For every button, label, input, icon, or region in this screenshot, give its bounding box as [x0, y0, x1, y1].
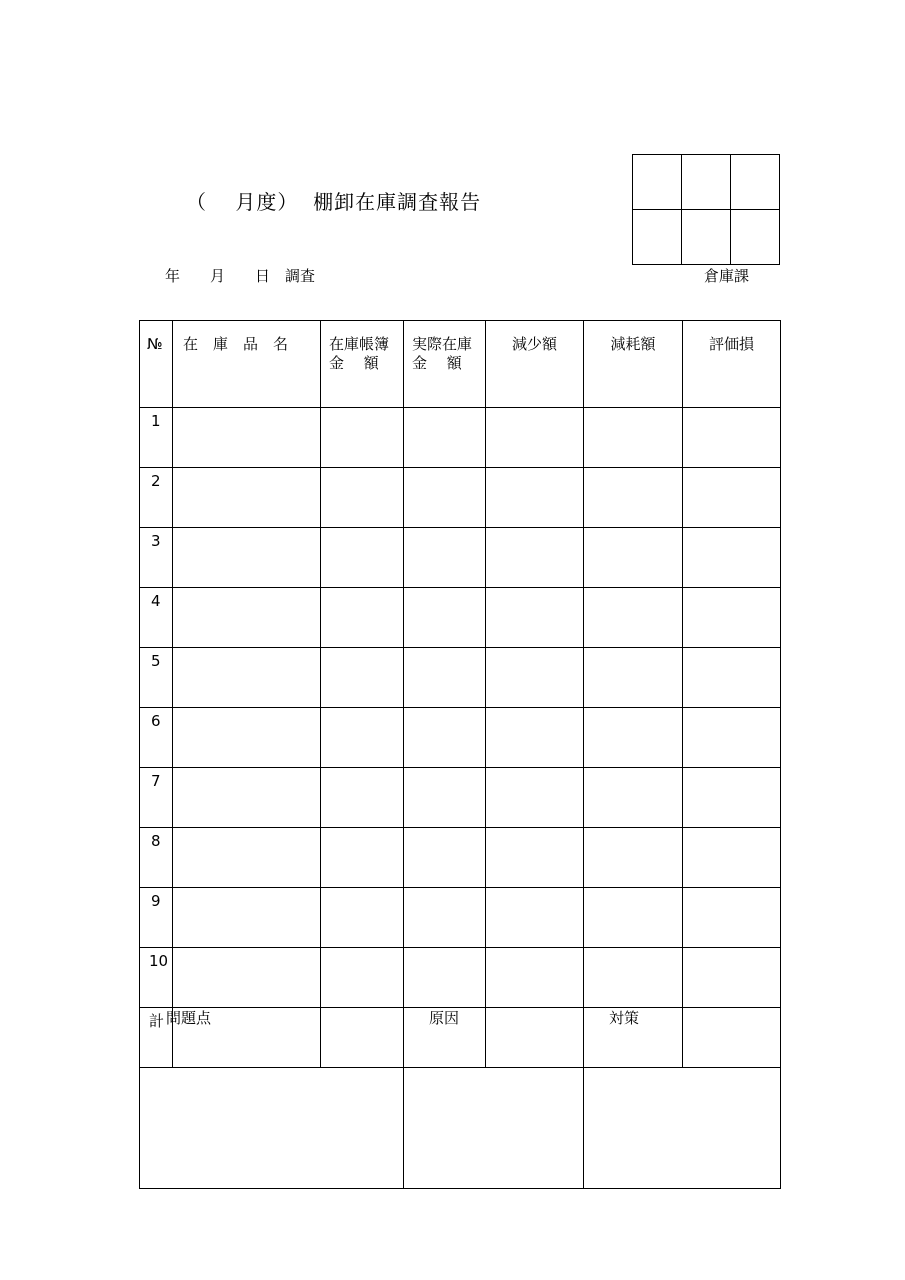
- decrease-cell[interactable]: [486, 468, 584, 528]
- book-amount-cell[interactable]: [321, 828, 404, 888]
- problems-box[interactable]: [140, 1005, 404, 1189]
- stamp-box[interactable]: [633, 155, 682, 210]
- book-amount-cell[interactable]: [321, 888, 404, 948]
- actual-amount-cell[interactable]: [404, 948, 486, 1008]
- item-name-cell[interactable]: [173, 708, 321, 768]
- stamp-box[interactable]: [731, 210, 780, 265]
- loss-cell[interactable]: [584, 528, 683, 588]
- document-title: （ 月度） 棚卸在庫調査報告: [186, 190, 482, 214]
- header-loss: 減耗額: [584, 321, 683, 408]
- header-actual-amount: 実際在庫 金 額: [404, 321, 486, 408]
- item-name-cell[interactable]: [173, 588, 321, 648]
- item-name-cell[interactable]: [173, 468, 321, 528]
- stamp-box[interactable]: [682, 210, 731, 265]
- item-name-cell[interactable]: [173, 648, 321, 708]
- total-label: 計: [140, 1008, 173, 1068]
- actual-amount-cell[interactable]: [404, 828, 486, 888]
- item-name-cell[interactable]: [173, 408, 321, 468]
- row-number: 6: [140, 708, 173, 768]
- problems-label: 問題点: [166, 1009, 212, 1027]
- decrease-cell[interactable]: [486, 708, 584, 768]
- item-name-cell[interactable]: [173, 828, 321, 888]
- table-row: [140, 408, 781, 468]
- book-amount-cell[interactable]: [321, 948, 404, 1008]
- loss-cell[interactable]: [584, 468, 683, 528]
- row-number: 9: [140, 888, 173, 948]
- cause-label: 原因: [429, 1009, 460, 1027]
- item-name-cell[interactable]: [173, 948, 321, 1008]
- actual-amount-cell[interactable]: [404, 768, 486, 828]
- row-number: 5: [140, 648, 173, 708]
- decrease-cell[interactable]: [486, 828, 584, 888]
- valuation-loss-cell[interactable]: [683, 648, 781, 708]
- actual-amount-cell[interactable]: [404, 648, 486, 708]
- loss-cell[interactable]: [584, 948, 683, 1008]
- book-amount-cell[interactable]: [321, 708, 404, 768]
- book-amount-cell[interactable]: [321, 528, 404, 588]
- item-name-cell[interactable]: [173, 528, 321, 588]
- actual-amount-cell[interactable]: [404, 708, 486, 768]
- table-row: [140, 648, 781, 708]
- valuation-loss-cell[interactable]: [683, 948, 781, 1008]
- book-amount-cell[interactable]: [321, 588, 404, 648]
- row-number: 7: [140, 768, 173, 828]
- book-amount-cell[interactable]: [321, 768, 404, 828]
- notes-section: [139, 1005, 781, 1189]
- valuation-loss-cell[interactable]: [683, 888, 781, 948]
- valuation-loss-cell[interactable]: [683, 468, 781, 528]
- loss-cell[interactable]: [584, 408, 683, 468]
- decrease-cell[interactable]: [486, 648, 584, 708]
- book-amount-cell[interactable]: [321, 468, 404, 528]
- survey-date-line[interactable]: 年 月 日 調査: [165, 267, 316, 285]
- measures-label: 対策: [609, 1009, 640, 1027]
- approval-stamp-boxes: [632, 154, 780, 265]
- table-row: [140, 828, 781, 888]
- actual-amount-cell[interactable]: [404, 588, 486, 648]
- decrease-cell[interactable]: [486, 408, 584, 468]
- loss-cell[interactable]: [584, 888, 683, 948]
- book-amount-cell[interactable]: [321, 408, 404, 468]
- row-number: 8: [140, 828, 173, 888]
- department-label: 倉庫課: [704, 267, 750, 285]
- row-number: 4: [140, 588, 173, 648]
- item-name-cell[interactable]: [173, 768, 321, 828]
- valuation-loss-cell[interactable]: [683, 528, 781, 588]
- loss-cell[interactable]: [584, 708, 683, 768]
- header-decrease: 減少額: [486, 321, 584, 408]
- row-number: 1: [140, 408, 173, 468]
- row-number: 2: [140, 468, 173, 528]
- row-number: 3: [140, 528, 173, 588]
- valuation-loss-cell[interactable]: [683, 408, 781, 468]
- table-row: [140, 948, 781, 1008]
- table-header-row: [140, 321, 781, 408]
- measures-box[interactable]: [584, 1005, 781, 1189]
- actual-amount-cell[interactable]: [404, 528, 486, 588]
- decrease-cell[interactable]: [486, 528, 584, 588]
- header-no: №: [140, 321, 173, 408]
- row-number: 10: [140, 948, 173, 1008]
- stamp-box[interactable]: [682, 155, 731, 210]
- decrease-cell[interactable]: [486, 588, 584, 648]
- table-row: [140, 768, 781, 828]
- table-row: [140, 468, 781, 528]
- table-row: [140, 708, 781, 768]
- book-amount-cell[interactable]: [321, 648, 404, 708]
- decrease-cell[interactable]: [486, 768, 584, 828]
- actual-amount-cell[interactable]: [404, 468, 486, 528]
- loss-cell[interactable]: [584, 648, 683, 708]
- table-row: [140, 528, 781, 588]
- stamp-box[interactable]: [633, 210, 682, 265]
- cause-box[interactable]: [404, 1005, 584, 1189]
- header-valuation-loss: 評価損: [683, 321, 781, 408]
- actual-amount-cell[interactable]: [404, 408, 486, 468]
- loss-cell[interactable]: [584, 588, 683, 648]
- item-name-cell[interactable]: [173, 888, 321, 948]
- table-row: [140, 588, 781, 648]
- loss-cell[interactable]: [584, 768, 683, 828]
- valuation-loss-cell[interactable]: [683, 828, 781, 888]
- valuation-loss-cell[interactable]: [683, 588, 781, 648]
- header-book-amount: 在庫帳簿 金 額: [321, 321, 404, 408]
- decrease-cell[interactable]: [486, 888, 584, 948]
- valuation-loss-cell[interactable]: [683, 708, 781, 768]
- decrease-cell[interactable]: [486, 948, 584, 1008]
- actual-amount-cell[interactable]: [404, 888, 486, 948]
- stamp-box[interactable]: [731, 155, 780, 210]
- inventory-table: [139, 320, 781, 1068]
- header-item-name: 在 庫 品 名: [173, 321, 321, 408]
- valuation-loss-cell[interactable]: [683, 768, 781, 828]
- loss-cell[interactable]: [584, 828, 683, 888]
- table-row: [140, 888, 781, 948]
